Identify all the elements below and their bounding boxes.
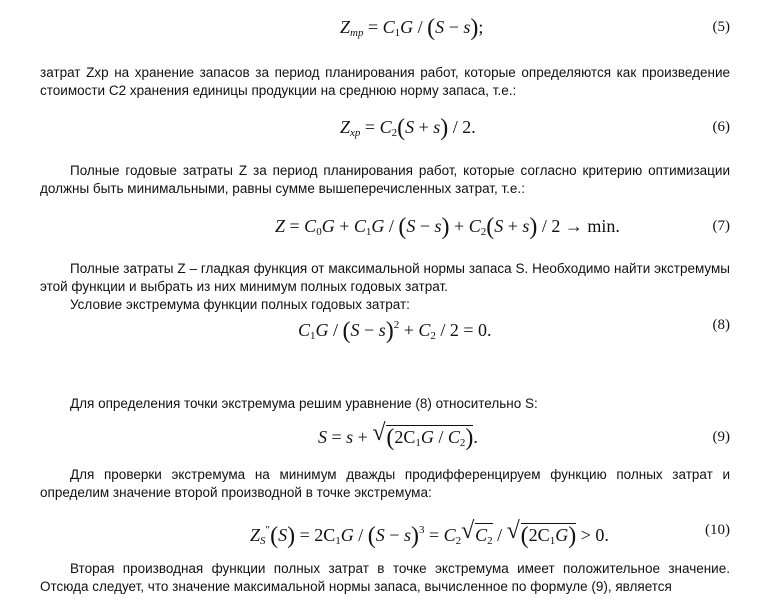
equation-10-number: (10) [705, 522, 730, 538]
equation-6-formula: $Z_{хр} = C_2(S + s) / 2$. [340, 115, 476, 141]
equation-10 [40, 515, 730, 549]
equation-8-number: (8) [712, 317, 730, 333]
paragraph-total-costs: Полные годовые затраты Z за период планирования работ, которые согласно критерию оптимизации должны быть минимальными, равны сумме вышеперечисленных затрат, т.е.: [40, 163, 730, 196]
paragraph-solve-eq8: Для определения точки экстремума решим уравнение (8) относительно S: [70, 396, 538, 411]
equation-7-number: (7) [712, 218, 730, 234]
equation-7-formula: $Z = C_0G + C_1G / (S - s) + C_2(S + s) / 2 \to \min$. [275, 214, 620, 240]
equation-8-formula: $C_1G / (S - s)^2 + C_2 / 2 = 0$. [298, 318, 492, 344]
equation-6-number: (6) [712, 119, 730, 135]
paragraph-storage-costs: затрат Zхр на хранение запасов за период планирования работ, которые определяются как произведение стоимости C2 хранения единицы продукции на среднюю норму запаса, т.е.: [40, 65, 730, 98]
sqrt-symbol: √ $C_2$ [461, 518, 493, 547]
sqrt-symbol: √ $(2C_1G)$ [506, 518, 577, 549]
equation-9-formula: S = s + √ $(2C_1G / C_2)$. [318, 422, 478, 458]
paragraph-second-derivative: Для проверки экстремума на минимум дважды продифференцируем функцию полных затрат и определим значение второй производной в точке экстремума: [40, 467, 730, 500]
paragraph-smooth-function: Полные затраты Z – гладкая функция от максимальной нормы запаса S. Необходимо найти экстремумы этой функции и выбрать из них минимум полных годовых затрат. [40, 261, 730, 294]
equation-9 [40, 422, 730, 452]
equation-5-formula: $Z_{тр} = C_1G / (S - s)$; [340, 15, 484, 41]
equation-8 [40, 310, 730, 344]
equation-9-number: (9) [712, 429, 730, 445]
equation-6 [40, 112, 730, 142]
equation-5 [40, 12, 730, 42]
equation-10-formula: $Z_S''(S) = 2C_1G / (S - s)^3 = C_2$ √ $C_2$ / √ $(2C_1G) > 0$. [250, 515, 609, 556]
equation-7 [40, 211, 730, 241]
paragraph-extremum-condition: Условие экстремума функции полных годовых затрат: [70, 297, 410, 312]
equation-5-number: (5) [712, 19, 730, 35]
sqrt-symbol: √ $(2C_1G / C_2)$ [372, 420, 474, 451]
paragraph-conclusion: Вторая производная функции полных затрат в точке экстремума имеет положительное значение. Отсюда следует, что значение максимальной нормы запаса, вычисленное по формуле (9), является [40, 561, 730, 594]
